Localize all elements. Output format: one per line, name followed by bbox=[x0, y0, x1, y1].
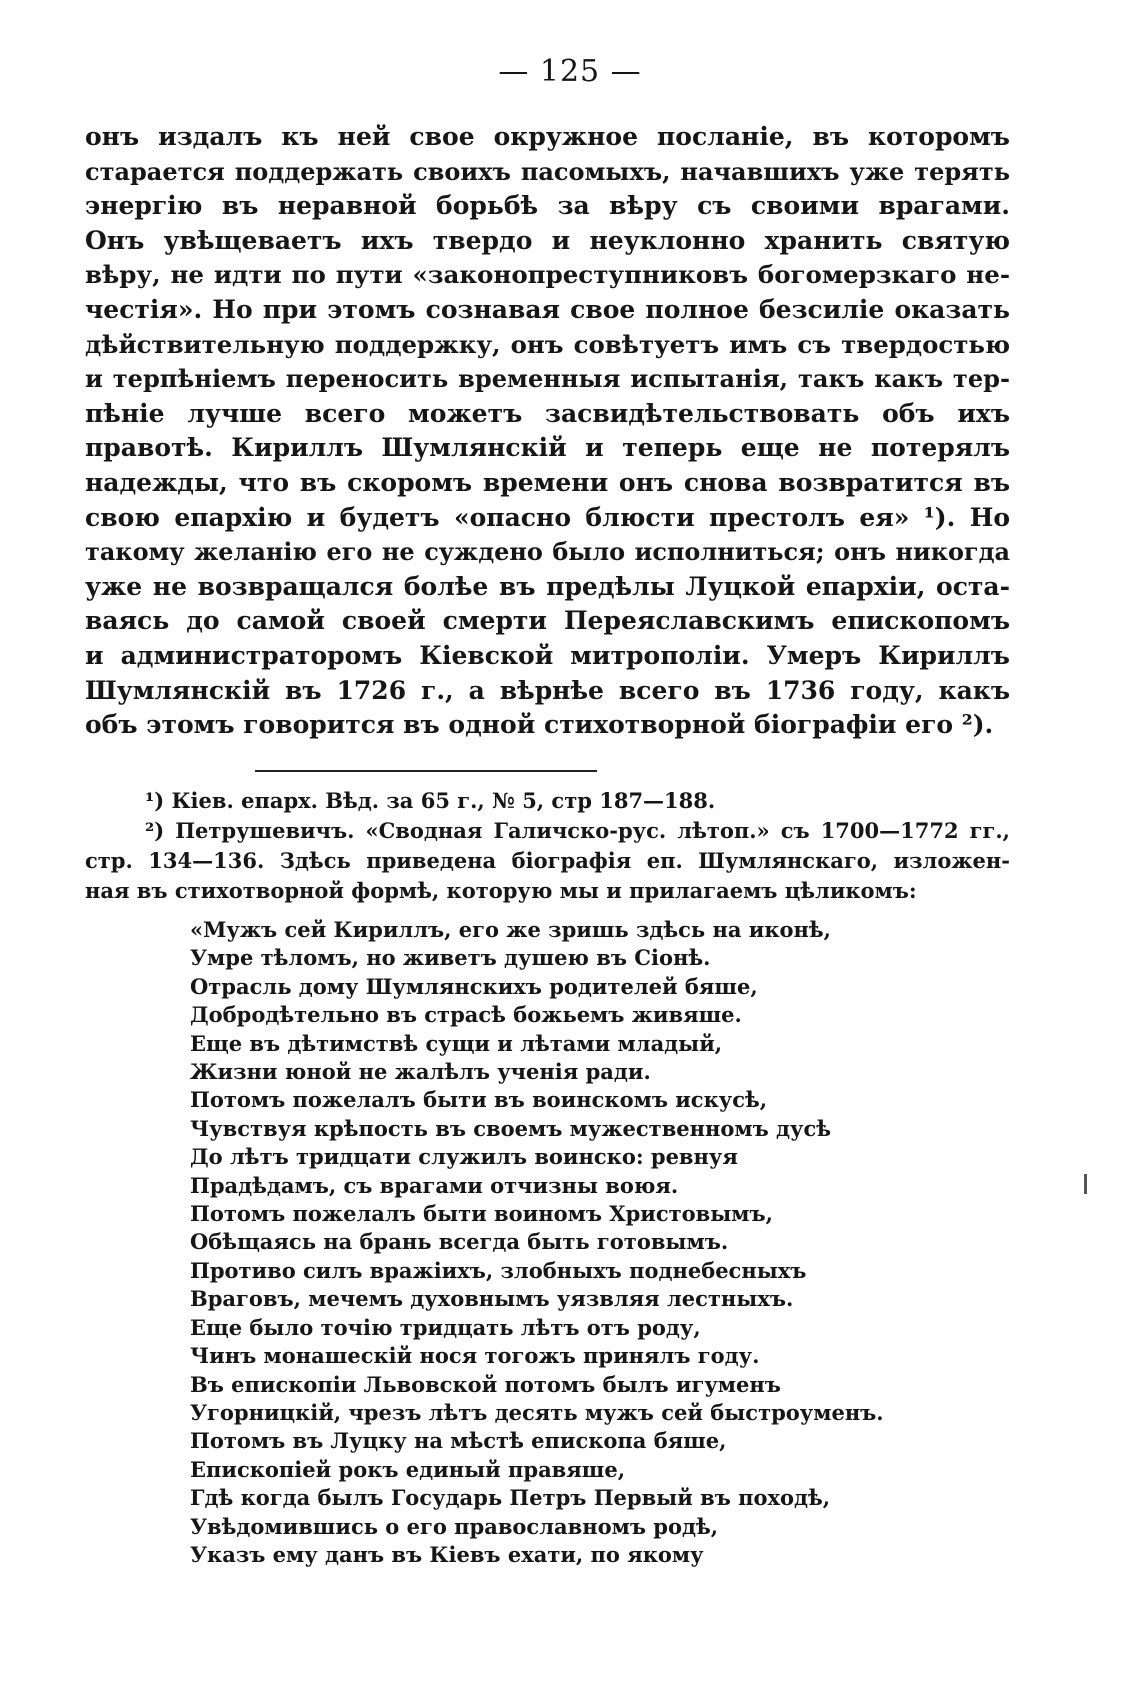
poem bbox=[190, 916, 990, 1569]
text-line: и терпѣніемъ переносить временныя испытанія, такъ какъ тер- bbox=[85, 364, 1010, 394]
poem-line: Жизни юной не жалѣлъ ученія ради. bbox=[190, 1059, 651, 1085]
text-line: онъ издалъ къ ней свое окружное посланіе, въ которомъ bbox=[85, 122, 1010, 151]
main-text bbox=[85, 120, 1010, 743]
text-line: такому желанію его не суждено было исполниться; онъ никогда bbox=[85, 538, 1010, 567]
poem-line: Обѣщаясь на брань всегда быть готовымъ. bbox=[190, 1229, 729, 1255]
poem-line: Враговъ, мечемъ духовнымъ уязвляя лестныхъ. bbox=[190, 1286, 794, 1312]
poem-line: «Мужъ сей Кириллъ, его же зришь здѣсь на иконѣ, bbox=[190, 917, 831, 942]
footnote-line: ная въ стихотворной формѣ, которую мы и прилагаемъ цѣликомъ: bbox=[85, 878, 917, 903]
print-speck bbox=[1084, 1174, 1087, 1194]
poem-line: Добродѣтельно въ страсѣ божьемъ живяше. bbox=[190, 1002, 742, 1028]
text-line: надежды, что въ скоромъ времени онъ снова возвратится въ bbox=[85, 467, 1010, 497]
page-number: — 125 — bbox=[498, 54, 642, 89]
poem-line: Угорницкій, чрезъ лѣтъ десять мужъ сей быстроуменъ. bbox=[190, 1399, 884, 1425]
text-line: Шумлянскій въ 1726 г., а вѣрнѣе всего въ 1736 году, какъ bbox=[85, 675, 1010, 705]
poem-line: Прадѣдамъ, съ врагами отчизны воюя. bbox=[190, 1172, 679, 1198]
poem-line: Еще въ дѣтимствѣ сущи и лѣтами младый, bbox=[190, 1030, 723, 1056]
poem-line: Потомъ пожелалъ быти воиномъ Христовымъ, bbox=[190, 1201, 773, 1227]
footnote-line: ²) Петрушевичъ. «Сводная Галичско-рус. лѣтоп.» съ 1700—1772 гг., bbox=[145, 818, 1010, 843]
poem-line: Епископіей рокъ единый правяше, bbox=[190, 1456, 626, 1482]
text-line: пѣніе лучше всего можетъ засвидѣтельствовать объ ихъ bbox=[85, 398, 1010, 428]
poem-line: Еще было точію тридцать лѣтъ отъ роду, bbox=[190, 1314, 701, 1340]
poem-line: Увѣдомившись о его православномъ родѣ, bbox=[190, 1513, 719, 1539]
text-line: уже не возвращался болѣе въ предѣлы Луцкой епархіи, оста- bbox=[85, 571, 1010, 601]
text-line: и администраторомъ Кіевской митрополіи. Умеръ Кириллъ bbox=[85, 640, 1010, 670]
footnote-line: ¹) Кіев. епарх. Вѣд. за 65 г., № 5, стр 187—188. bbox=[145, 788, 716, 813]
poem-line: Противо силъ вражіихъ, злобныхъ поднебесныхъ bbox=[190, 1257, 807, 1283]
text-line: объ этомъ говорится въ одной стихотворной біографіи его ²). bbox=[85, 710, 994, 740]
footnote-2 bbox=[85, 816, 1010, 906]
text-line: старается поддержать своихъ пасомыхъ, начавшихъ уже терять bbox=[85, 156, 1010, 186]
text-line: ваясь до самой своей смерти Переяславскимъ епископомъ bbox=[85, 606, 1010, 636]
text-line: правотѣ. Кириллъ Шумлянскій и теперь еще не потерялъ bbox=[85, 433, 1010, 463]
poem-line: До лѣтъ тридцати служилъ воинско: ревнуя bbox=[190, 1144, 738, 1170]
footnote-1 bbox=[85, 786, 1010, 816]
poem-line: Потомъ пожелалъ быти въ воинскомъ искусѣ, bbox=[190, 1087, 768, 1113]
poem-line: Гдѣ когда былъ Государь Петръ Первый въ походѣ, bbox=[190, 1485, 831, 1511]
text-line: вѣру, не идти по пути «законопреступниковъ богомерзкаго не- bbox=[85, 260, 1010, 290]
text-line: свою епархію и будетъ «опасно блюсти престолъ ея» ¹). Но bbox=[85, 502, 1010, 532]
text-line: Онъ увѣщеваетъ ихъ твердо и неуклонно хранить святую bbox=[85, 225, 1010, 255]
footnote-line: стр. 134—136. Здѣсь приведена біографія еп. Шумлянскаго, изложен- bbox=[85, 848, 1010, 873]
text-line: честія». Но при этомъ сознавая свое полное безсиліе оказать bbox=[85, 294, 1010, 324]
poem-line: Чувствуя крѣпость въ своемъ мужественномъ дусѣ bbox=[190, 1115, 832, 1141]
poem-line: Отрасль дому Шумлянскихъ родителей бяше, bbox=[190, 973, 758, 999]
poem-line: Потомъ въ Луцку на мѣстѣ епископа бяше, bbox=[190, 1428, 727, 1454]
poem-line: Чинъ монашескій нося тогожъ принялъ году. bbox=[190, 1343, 760, 1369]
poem-line: Въ епископіи Львовской потомъ былъ игуменъ bbox=[190, 1371, 781, 1397]
footnotes bbox=[85, 786, 1010, 906]
footnote-divider bbox=[255, 770, 597, 772]
text-line: дѣйствительную поддержку, онъ совѣтуетъ имъ съ твердостью bbox=[85, 329, 1010, 359]
poem-line: Умре тѣломъ, но живетъ душею въ Сіонѣ. bbox=[190, 945, 711, 971]
poem-line: Указъ ему данъ въ Кіевъ ехати, по якому bbox=[190, 1541, 704, 1567]
text-line: энергію въ неравной борьбѣ за вѣру съ своими врагами. bbox=[85, 191, 1010, 221]
